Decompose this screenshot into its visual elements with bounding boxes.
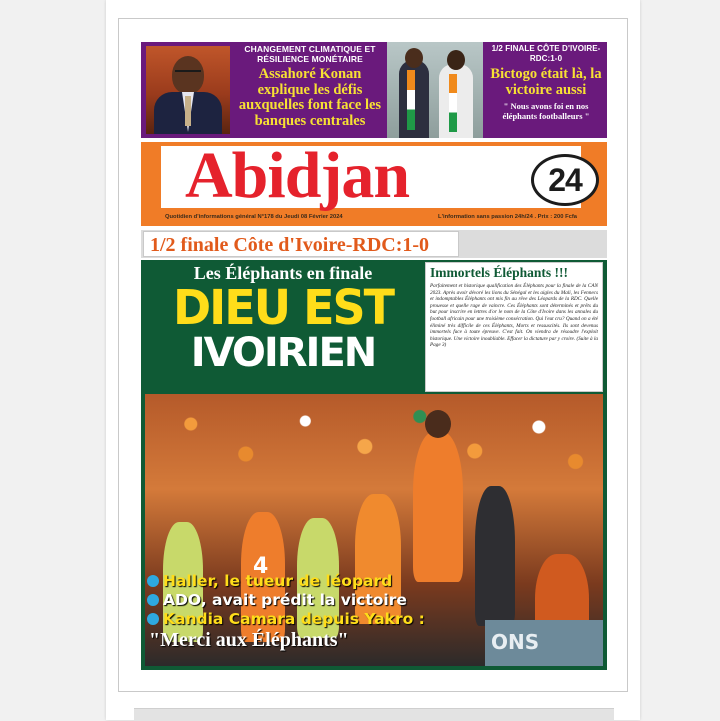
right-teaser-quote: " Nous avons foi en nos éléphants footballeurs " xyxy=(502,101,590,121)
semifinal-bar xyxy=(141,230,607,258)
officials-photo xyxy=(387,42,483,138)
right-teaser xyxy=(487,44,605,121)
issue-info: Quotidien d'informations général N°178 du Jeudi 08 Février 2024 xyxy=(165,214,343,220)
main-headline-line1: DIEU EST xyxy=(172,278,394,336)
bullet-dot-icon xyxy=(147,575,159,587)
player-head xyxy=(425,410,451,438)
masthead-logo-panel xyxy=(161,142,582,212)
logo-wordmark: Abidjan xyxy=(185,142,410,212)
masthead xyxy=(141,142,607,226)
player-figure xyxy=(413,432,463,582)
right-teaser-kicker: 1/2 FINALE CÔTE D'IVOIRE-RDC:1-0 xyxy=(491,44,601,63)
bullet-item xyxy=(147,591,507,610)
bullet-text: Haller, le tueur de léopard xyxy=(163,572,393,590)
left-teaser-headline: Assahoré Konan explique les défis auxquelles font face les banques centrales xyxy=(238,66,382,129)
bullet-dot-icon xyxy=(147,613,159,625)
portrait-photo xyxy=(146,46,230,134)
bullet-item xyxy=(147,610,507,629)
right-teaser-headline: Bictogo était là, la victoire aussi xyxy=(490,66,602,98)
editorial-body: Parfaitement et historique qualification des Éléphants pour la finale de la CAN 2023. Après avoir dévoré les lions du Sénégal et les aigles du Mali, les Fennecs et indomptables Éléphants ont mis fin au rêve des Léopards de la RDC. Quelle prouesse et quelle rage de vaincre. Ces Éléphants sont déterminés et prêts du but pour inscrire en lettres d'or le nom de la Côte d'Ivoire dans les annales du football africain pour une troisième consécration. Qui l'eut cru? Quand on a été éliminé très difficile de ces Éléphants, Morts et ressuscités. Ils sont devenus immortels face à toute épreuve. C'est fait. On viendra de résoudre l'exploit historique. Une victoire inoubliable. Effacer la dictature par y croire. (Suite à la Page 3) xyxy=(430,283,598,349)
bullet-text: ADO, avait prédit la victoire xyxy=(163,591,407,609)
left-teaser-kicker: CHANGEMENT CLIMATIQUE ET RÉSILIENCE MONÉTAIRE xyxy=(244,44,376,64)
logo-24-badge xyxy=(531,154,599,206)
main-subtitle: Les Éléphants en finale xyxy=(193,263,373,283)
bullet-dot-icon xyxy=(147,594,159,606)
bullet-text: Kandia Camara depuis Yakro : xyxy=(163,610,425,628)
editorial-box xyxy=(425,262,603,392)
top-teaser-band xyxy=(141,42,607,138)
editorial-title: Immortels Éléphants !!! xyxy=(430,265,568,280)
advertising-board-text: ONS xyxy=(491,630,540,654)
closing-quote: "Merci aux Éléphants" xyxy=(149,629,349,651)
main-headline-line2: IVOIRIEN xyxy=(190,330,376,376)
bullet-item xyxy=(147,572,507,591)
main-story xyxy=(141,260,607,670)
next-page-edge xyxy=(134,708,614,721)
left-teaser xyxy=(235,44,385,129)
story-bullets xyxy=(147,572,507,651)
logo-badge-number: 24 xyxy=(548,162,582,198)
semifinal-title-box xyxy=(143,231,459,257)
semifinal-title: 1/2 finale Côte d'Ivoire-RDC:1-0 xyxy=(150,234,430,256)
shirt-number: 4 xyxy=(253,554,269,579)
masthead-info-strip xyxy=(161,211,581,223)
tagline-price: L'information sans passion 24h/24 . Prix : 200 Fcfa xyxy=(438,214,577,220)
